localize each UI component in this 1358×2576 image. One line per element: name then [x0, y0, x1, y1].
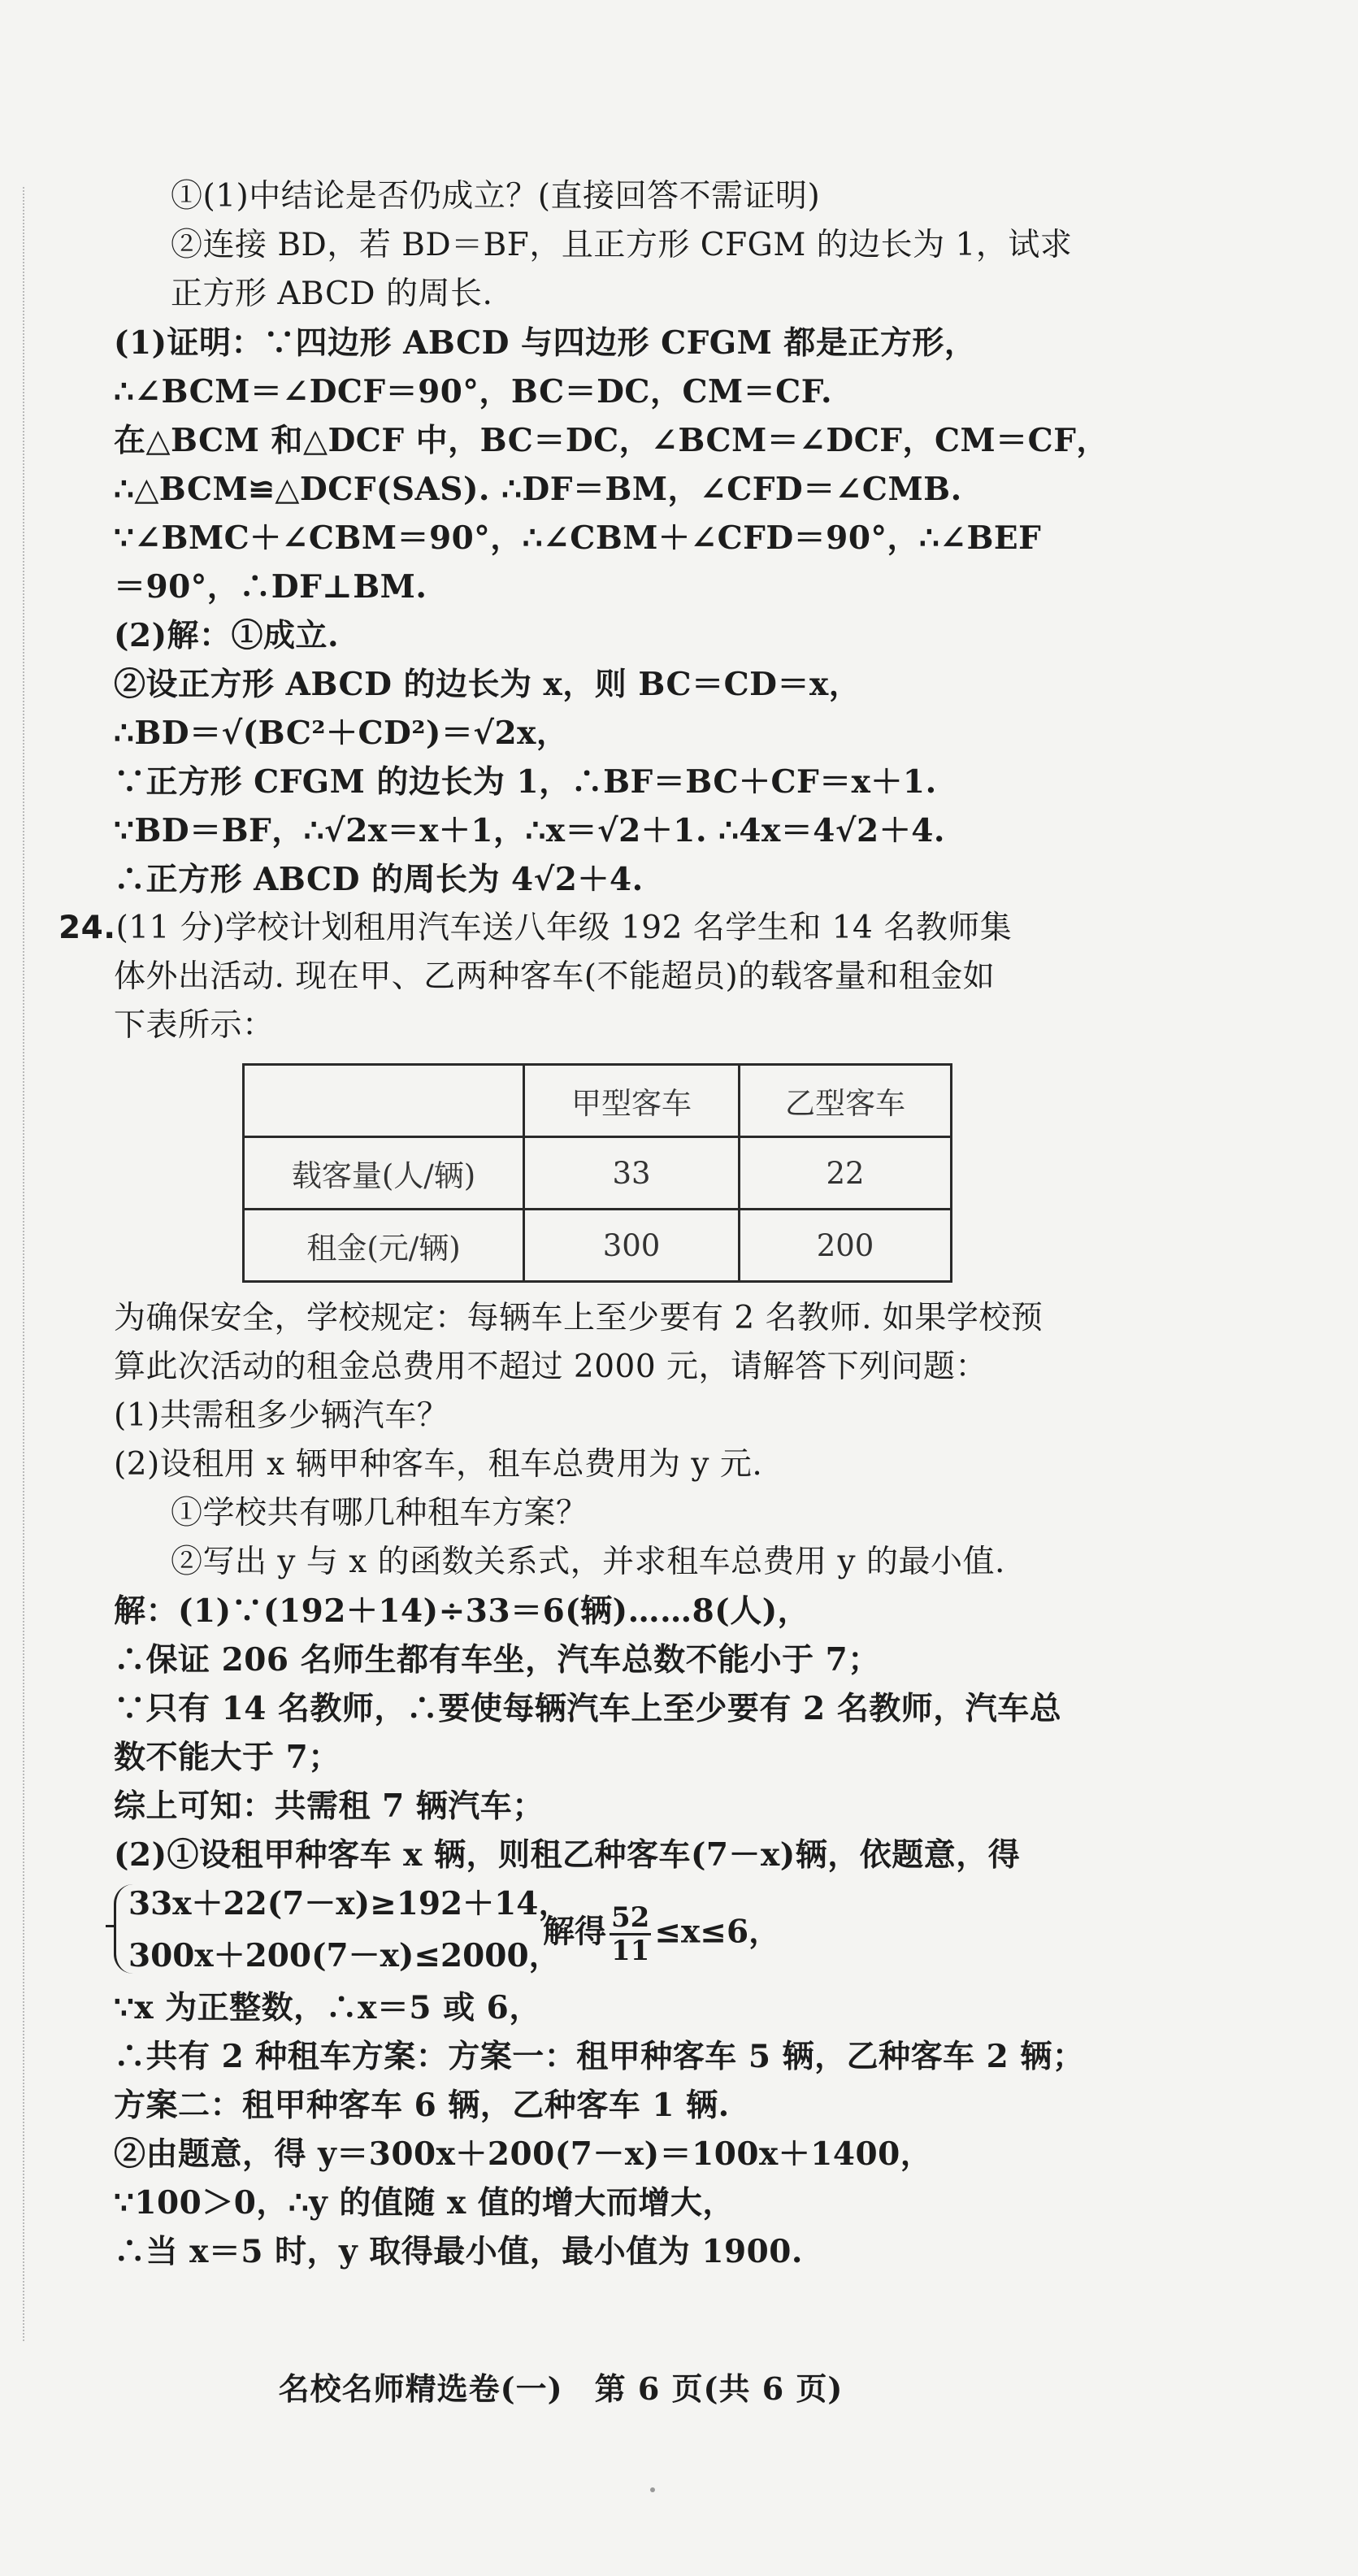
question-line: ②写出 y 与 x 的函数关系式，并求租车总费用 y 的最小值.	[171, 1544, 1005, 1580]
question-line: ②连接 BD，若 BD＝BF，且正方形 CFGM 的边长为 1，试求	[171, 227, 1073, 263]
solution-line: ∴BD＝√(BC²＋CD²)＝√2x，	[114, 715, 569, 752]
table-row	[244, 1137, 952, 1210]
question-line: 算此次活动的租金总费用不超过 2000 元，请解答下列问题：	[114, 1349, 988, 1385]
solution-line: ∵∠BMC＋∠CBM＝90°，∴∠CBM＋∠CFD＝90°，∴∠BEF	[114, 519, 1042, 557]
solution-line: (1)证明：∵四边形 ABCD 与四边形 CFGM 都是正方形，	[114, 324, 977, 362]
solution-line: (2)①设租甲种客车 x 辆，则租乙种客车(7－x)辆，依题意，得	[114, 1836, 1021, 1874]
table-header-cell	[244, 1065, 524, 1137]
solution-line: ∵只有 14 名教师，∴要使每辆汽车上至少要有 2 名教师，汽车总	[114, 1690, 1062, 1727]
solution-line: ∴∠BCM＝∠DCF＝90°，BC＝DC，CM＝CF.	[114, 373, 833, 411]
question-text: (11 分)学校计划租用汽车送八年级 192 名学生和 14 名教师集	[115, 910, 1013, 946]
scan-speck	[650, 2487, 655, 2492]
table-header-cell: 甲型客车	[524, 1065, 740, 1137]
table-cell: 载客量(人/辆)	[244, 1137, 524, 1210]
solution-line: ∴△BCM≌△DCF(SAS). ∴DF＝BM，∠CFD＝∠CMB.	[114, 471, 962, 508]
inequality-line: 33x＋22(7－x)≥192＋14，	[128, 1885, 571, 1922]
inequality-line: 300x＋200(7－x)≤2000，	[128, 1937, 561, 1974]
question-line: 体外出活动. 现在甲、乙两种客车(不能超员)的载客量和租金如	[114, 958, 996, 995]
table-header-row	[244, 1065, 952, 1137]
solution-line: ∴当 x＝5 时，y 取得最小值，最小值为 1900.	[114, 2233, 803, 2270]
solution-line: ∵BD＝BF，∴√2x＝x＋1，∴x＝√2＋1. ∴4x＝4√2＋4.	[114, 812, 945, 849]
question-line: 正方形 ABCD 的周长.	[171, 276, 493, 312]
solution-prefix: 解得	[543, 1913, 607, 1951]
fraction-numerator: 52	[611, 1901, 650, 1934]
inequality-solution	[543, 1902, 780, 1966]
solution-line: ∴共有 2 种租车方案：方案一：租甲种客车 5 辆，乙种客车 2 辆；	[114, 2038, 1085, 2075]
solution-line: ∴正方形 ABCD 的周长为 4√2＋4.	[114, 861, 644, 898]
question-line: ①(1)中结论是否仍成立？(直接回答不需证明)	[171, 178, 821, 215]
table-cell: 200	[740, 1210, 952, 1282]
table-cell: 租金(元/辆)	[244, 1210, 524, 1282]
question-line: (1)共需租多少辆汽车？	[114, 1397, 449, 1434]
table-cell: 22	[740, 1137, 952, 1210]
solution-line: ∵正方形 CFGM 的边长为 1，∴BF＝BC＋CF＝x＋1.	[114, 763, 937, 801]
solution-line: ∴保证 206 名师生都有车坐，汽车总数不能小于 7；	[114, 1641, 880, 1679]
solution-suffix: ≤x≤6，	[654, 1913, 781, 1951]
question-line: 下表所示：	[114, 1007, 275, 1044]
fraction-denominator: 11	[611, 1935, 650, 1967]
brace-tip	[106, 1925, 115, 1927]
question-number: 24.	[59, 910, 116, 946]
bus-fare-table	[242, 1063, 952, 1283]
question-line: 为确保安全，学校规定：每辆车上至少要有 2 名教师. 如果学校预	[114, 1300, 1043, 1336]
inequality-system	[114, 1879, 1089, 1983]
page-footer: 名校名师精选卷(一) 第 6 页(共 6 页)	[278, 2370, 844, 2407]
table-row	[244, 1210, 952, 1282]
binding-margin-line	[23, 187, 24, 2341]
solution-line: ＝90°，∴DF⊥BM.	[114, 568, 427, 606]
solution-line: ∵x 为正整数，∴x＝5 或 6，	[114, 1989, 541, 2026]
page-content	[59, 172, 1109, 2276]
question-line: ①学校共有哪几种租车方案？	[171, 1495, 588, 1531]
solution-line: 在△BCM 和△DCF 中，BC＝DC，∠BCM＝∠DCF，CM＝CF，	[114, 422, 1109, 459]
solution-line: 解：(1)∵(192＋14)÷33＝6(辆)……8(人)，	[114, 1592, 810, 1630]
solution-line: (2)解：①成立.	[114, 617, 340, 654]
solution-line: 综上可知：共需租 7 辆汽车；	[114, 1788, 545, 1825]
solution-line: ②设正方形 ABCD 的边长为 x，则 BC＝CD＝x，	[114, 666, 861, 703]
question-24-line	[59, 904, 1089, 953]
fraction	[610, 1902, 651, 1966]
solution-line: ∵100＞0，∴y 的值随 x 值的增大而增大，	[114, 2184, 735, 2222]
solution-line: ②由题意，得 y＝300x＋200(7－x)＝100x＋1400，	[114, 2135, 933, 2173]
table-cell: 300	[524, 1210, 740, 1282]
solution-line: 方案二：租甲种客车 6 辆，乙种客车 1 辆.	[114, 2087, 730, 2124]
solution-line: 数不能大于 7；	[114, 1739, 341, 1776]
table-header-cell: 乙型客车	[740, 1065, 952, 1137]
table-cell: 33	[524, 1137, 740, 1210]
question-line: (2)设租用 x 辆甲种客车，租车总费用为 y 元.	[114, 1446, 763, 1483]
